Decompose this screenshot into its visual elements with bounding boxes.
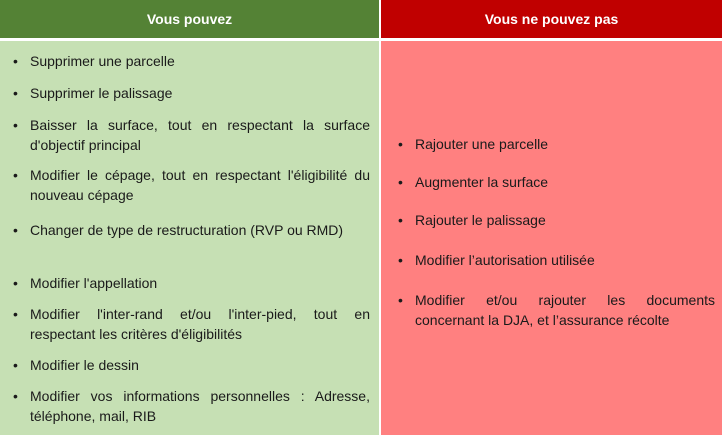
bullet-icon: •	[398, 292, 403, 308]
bullet-icon: •	[13, 167, 18, 183]
allowed-header: Vous pouvez	[0, 0, 379, 38]
list-item: • Modifier l'appellation	[4, 273, 374, 293]
list-item: • Supprimer une parcelle	[4, 51, 374, 71]
forbidden-header: Vous ne pouvez pas	[381, 0, 722, 38]
bullet-icon: •	[398, 136, 403, 152]
bullet-icon: •	[13, 222, 18, 238]
bullet-icon: •	[13, 388, 18, 404]
bullet-icon: •	[13, 275, 18, 291]
list-item: • Changer de type de restructuration (RVP ou RMD)	[4, 220, 374, 240]
list-item: • Rajouter une parcelle	[389, 134, 720, 154]
bullet-icon: •	[13, 117, 18, 133]
list-item: • Modifier le dessin	[4, 355, 374, 375]
list-item: • Augmenter la surface	[389, 172, 720, 192]
bullet-icon: •	[398, 174, 403, 190]
bullet-icon: •	[13, 85, 18, 101]
list-item: • Supprimer le palissage	[4, 83, 374, 103]
bullet-icon: •	[398, 212, 403, 228]
bullet-icon: •	[13, 306, 18, 322]
list-item: • Modifier vos informations personnelles : Adresse, téléphone, mail, RIB	[4, 386, 374, 426]
allowed-list	[0, 41, 379, 435]
bullet-icon: •	[13, 53, 18, 69]
list-item: • Modifier et/ou rajouter les documents concernant la DJA, et l’assurance récolte	[389, 290, 720, 330]
bullet-icon: •	[13, 357, 18, 373]
list-item: • Baisser la surface, tout en respectant la surface d'objectif principal	[4, 115, 374, 155]
list-item: • Modifier l’autorisation utilisée	[389, 250, 720, 270]
bullet-icon: •	[398, 252, 403, 268]
forbidden-column	[381, 0, 722, 435]
forbidden-list	[381, 41, 722, 435]
list-item: • Modifier l'inter-rand et/ou l'inter-pied, tout en respectant les critères d'éligibilités	[4, 304, 374, 344]
list-item: • Rajouter le palissage	[389, 210, 720, 230]
list-item: • Modifier le cépage, tout en respectant l'éligibilité du nouveau cépage	[4, 165, 374, 205]
